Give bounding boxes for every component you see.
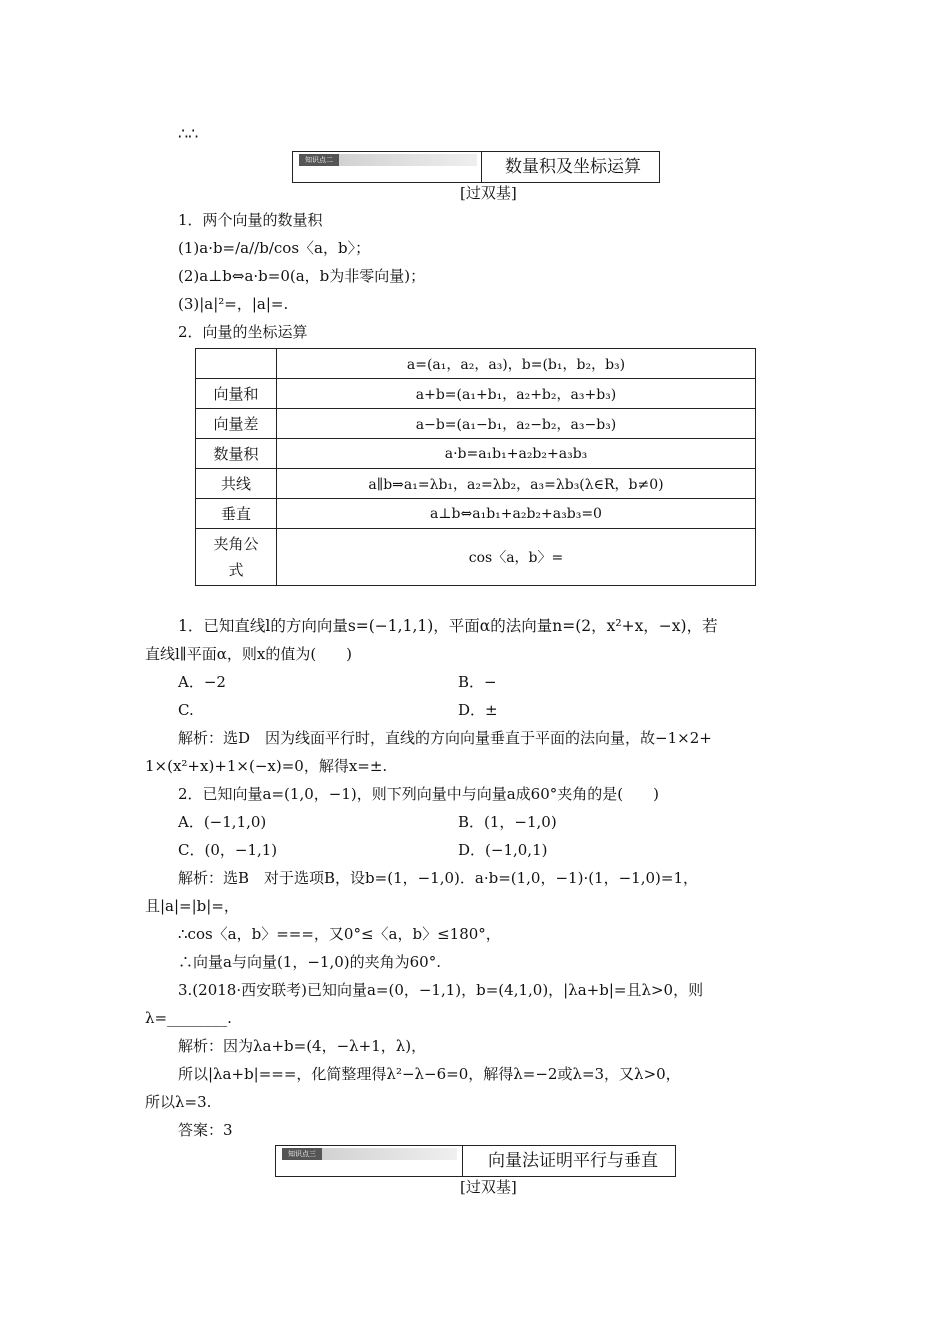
table-header-cell: a=(a₁，a₂，a₃)，b=(b₁，b₂，b₃) <box>277 349 756 379</box>
table-row <box>196 409 756 439</box>
q1-stem-line-1: 1．已知直线l的方向向量s=(−1,1,1)，平面α的法向量n=(2，x²+x，−x)，若 <box>178 617 718 635</box>
knowledge-heading-2: 2．向量的坐标运算 <box>178 323 308 341</box>
q3-answer: 答案：3 <box>178 1121 233 1139</box>
row-value-angle: cos〈a，b〉= <box>277 529 756 586</box>
knowledge-heading-1: 1．两个向量的数量积 <box>178 211 323 229</box>
row-value: a+b=(a₁+b₁，a₂+b₂，a₃+b₃) <box>277 379 756 409</box>
table-row <box>196 499 756 529</box>
row-label: 向量差 <box>196 409 277 439</box>
q1-option-d: D．± <box>458 701 498 719</box>
table-row <box>196 439 756 469</box>
q2-solution-line-2: 且|a|=|b|=， <box>145 897 239 915</box>
q2-option-b: B．(1，−1,0) <box>458 813 557 831</box>
row-value: a∥b⇒a₁=λb₁，a₂=λb₂，a₃=λb₃(λ∈R，b≠0) <box>277 469 756 499</box>
section-3-box <box>275 1145 676 1177</box>
q1-stem-line-2: 直线l∥平面α，则x的值为( ) <box>145 645 353 663</box>
section-3-divider <box>462 1146 463 1176</box>
knowledge-line-1: (1)a·b=/a//b/cos〈a，b〉； <box>178 239 371 257</box>
q3-stem-line-2: λ=________. <box>145 1009 232 1027</box>
q2-solution-line-4: ∴向量a与向量(1，−1,0)的夹角为60°. <box>178 953 441 971</box>
q1-option-b: B．− <box>458 673 497 691</box>
knowledge-line-2: (2)a⊥b⇔a·b=0(a，b为非零向量)； <box>178 267 426 285</box>
row-label-angle-1: 夹角公 <box>213 535 259 553</box>
q2-option-c: C．(0，−1,1) <box>178 841 278 859</box>
section-3-tagbar <box>282 1148 457 1160</box>
q2-stem: 2．已知向量a=(1,0，−1)，则下列向量中与向量a成60°夹角的是( ) <box>178 785 659 803</box>
q2-solution-line-1: 解析：选B 对于选项B，设b=(1，−1,0)．a·b=(1,0，−1)·(1，−1,0)=1， <box>178 869 698 887</box>
section-2-divider <box>481 152 482 182</box>
section-2-title: 数量积及坐标运算 <box>505 157 641 177</box>
q3-solution-line-3: 所以λ=3. <box>145 1093 212 1111</box>
row-label: 向量和 <box>196 379 277 409</box>
table-row <box>196 349 756 379</box>
q1-solution-line-2: 1×(x²+x)+1×(−x)=0，解得x=±. <box>145 757 388 775</box>
row-label: 垂直 <box>196 499 277 529</box>
header-mark: ∴∴ <box>178 124 199 143</box>
section-3-sub: [过双基] <box>460 1178 517 1196</box>
row-value: a⊥b⇔a₁b₁+a₂b₂+a₃b₃=0 <box>277 499 756 529</box>
section-2-tag: 知识点二 <box>299 154 339 166</box>
knowledge-line-3: (3)|a|²=，|a|=. <box>178 295 289 313</box>
row-label: 共线 <box>196 469 277 499</box>
section-3-tag: 知识点三 <box>282 1148 322 1160</box>
section-3-title: 向量法证明平行与垂直 <box>488 1151 658 1171</box>
table-row <box>196 379 756 409</box>
row-value: a·b=a₁b₁+a₂b₂+a₃b₃ <box>277 439 756 469</box>
coordinate-table <box>195 348 756 586</box>
q1-option-c: C. <box>178 701 194 719</box>
section-2-box <box>292 151 660 183</box>
q2-option-d: D．(−1,0,1) <box>458 841 548 859</box>
q3-stem-line-1: 3.(2018·西安联考)已知向量a=(0，−1,1)，b=(4,1,0)，|λa+b|=且λ>0，则 <box>178 981 704 999</box>
row-label: 数量积 <box>196 439 277 469</box>
q2-solution-line-3: ∴cos〈a，b〉===，又0°≤〈a，b〉≤180°， <box>178 925 501 943</box>
table-row <box>196 469 756 499</box>
section-2-sub: [过双基] <box>460 184 517 202</box>
row-value: a−b=(a₁−b₁，a₂−b₂，a₃−b₃) <box>277 409 756 439</box>
section-2-tagbar <box>299 154 477 166</box>
row-label-angle-2: 式 <box>228 561 244 579</box>
q1-solution-line-1: 解析：选D 因为线面平行时，直线的方向向量垂直于平面的法向量，故−1×2+ <box>178 729 712 747</box>
q3-solution-line-2: 所以|λa+b|===，化简整理得λ²−λ−6=0，解得λ=−2或λ=3，又λ>0， <box>178 1065 681 1083</box>
q2-option-a: A．(−1,1,0) <box>178 813 267 831</box>
row-label-angle <box>196 529 277 586</box>
table-row <box>196 529 756 586</box>
q1-option-a: A．−2 <box>178 673 226 691</box>
table-header-empty <box>196 349 277 379</box>
q3-solution-line-1: 解析：因为λa+b=(4，−λ+1，λ)， <box>178 1037 427 1055</box>
